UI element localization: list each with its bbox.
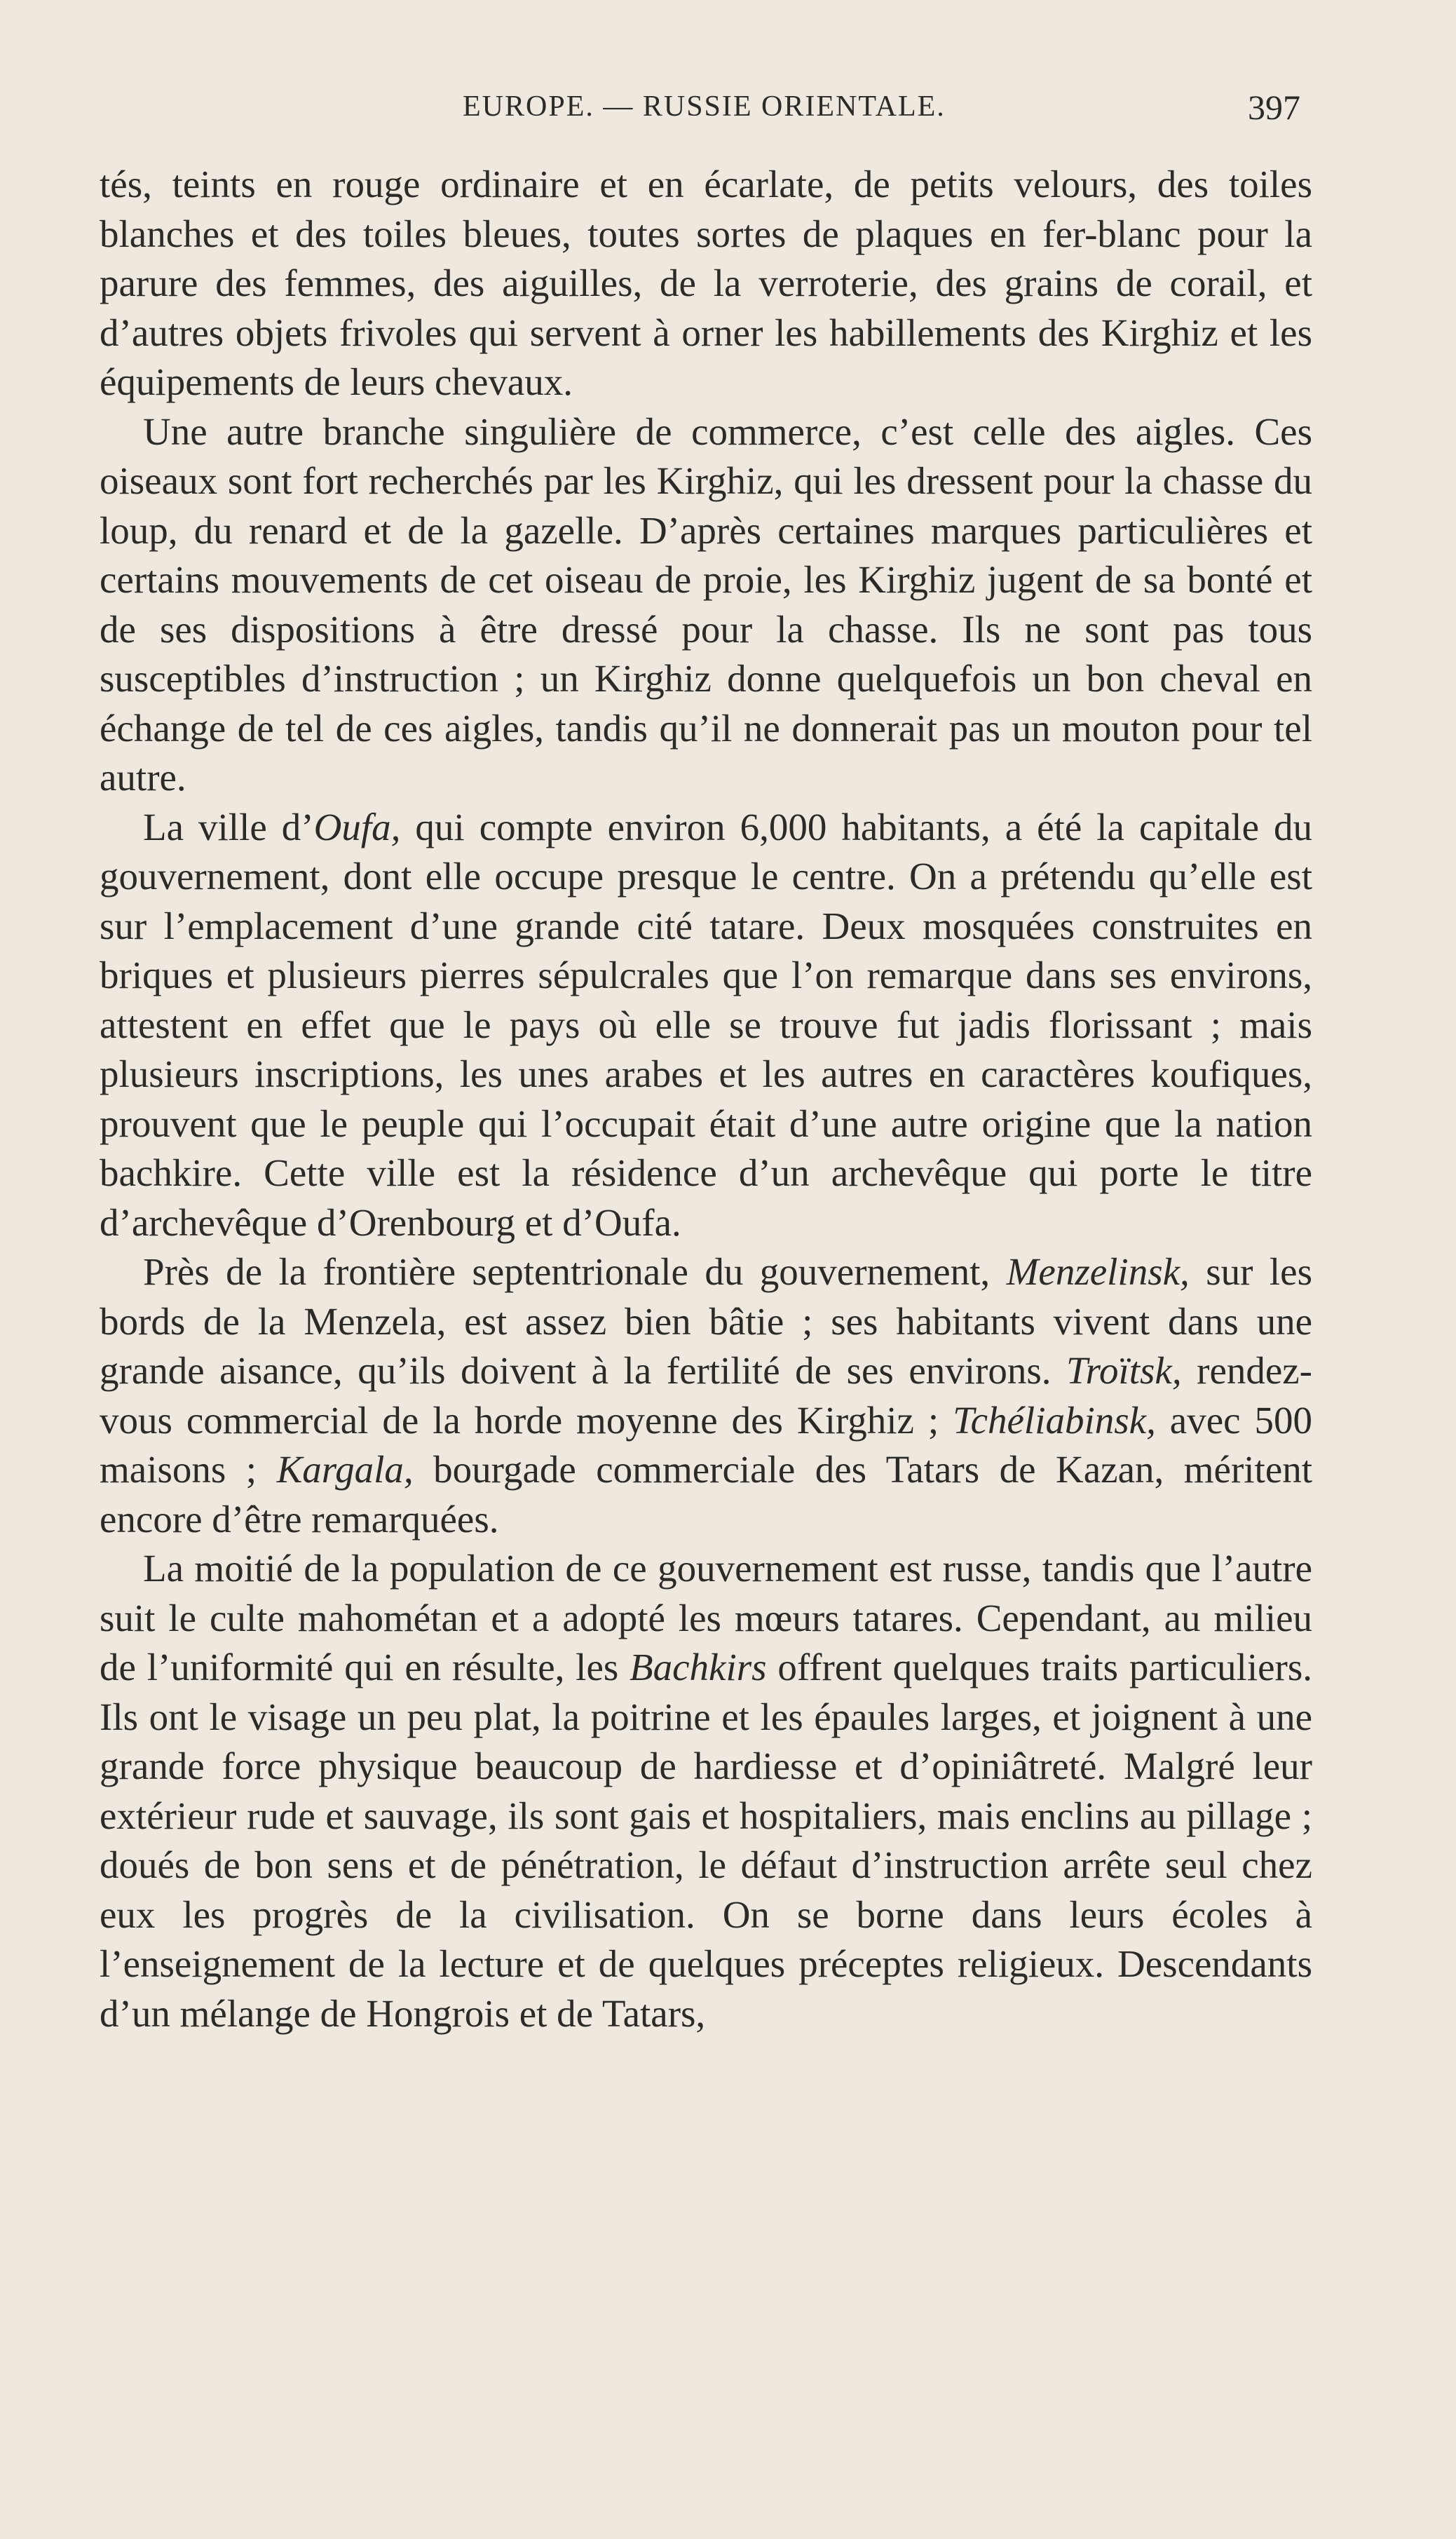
text-segment: Près de la frontière septentrionale du gouvernement, (143, 1250, 1007, 1293)
text-segment: Une autre branche singulière de commerce, c’est celle des aigles. Ces oiseaux sont fort recherchés par les Kirghiz, qui les dressent pour la chasse du loup, du renard et de la gazelle. D’après certaines marques particulières et certains mouvements de cet oiseau de proie, les Kirghiz jugent de sa bonté et de ses dispositions à être dressé pour la chasse. Ils ne sont pas tous susceptibles d’instruction ; un Kirghiz donne quelquefois un bon cheval en échange de tel de ces aigles, tandis qu’il ne donnerait pas un mouton pour tel autre. (100, 409, 1312, 799)
text-segment: tés, teints en rouge ordinaire et en écarlate, de petits velours, des toiles blanches et des toiles bleues, toutes sortes de plaques en fer-blanc pour la parure des femmes, des aiguilles, de la verroterie, des grains de corail, et d’autres objets frivoles qui servent à orner les habillements des Kirghiz et les équipements de leurs chevaux. (100, 163, 1312, 403)
running-title: EUROPE. — RUSSIE ORIENTALE. (463, 90, 946, 123)
text-segment: qui compte environ 6,000 habitants, a été la capitale du gouvernement, dont elle occupe presque le centre. On a prétendu qu’elle est sur l’emplacement d’une grande cité tatare. Deux mosquées construites en briques et plusieurs pierres sépulcrales que l’on remarque dans ses environs, attestent en effet que le pays où elle se trouve fut jadis florissant ; mais plusieurs inscriptions, les unes arabes et les autres en caractères koufiques, prouvent que le peuple qui l’occupait était d’une autre origine que la nation bachkire. Cette ville est la résidence d’un archevêque qui porte le titre d’archevêque d’Orenbourg et d’Oufa. (100, 805, 1312, 1244)
text-segment: La moitié de la population de ce gouvernement est russe, tandis que l’autre suit le culte mahométan et a adopté les mœurs tatares. Cependant, au milieu de l’uniformité qui en résulte, les (100, 1547, 1312, 1688)
text-segment: offrent quelques traits particuliers. Ils ont le visage un peu plat, la poitrine et les épaules larges, et joignent à une grande force physique beaucoup de hardiesse et d’opiniâtreté. Malgré leur extérieur rude et sauvage, ils sont gais et hospitaliers, mais enclins au pillage ; doués de bon sens et de pénétration, le défaut d’instruction arrête seul chez eux les progrès de la civilisation. On se borne dans leurs écoles à l’enseignement de la lecture et de quelques préceptes religieux. Descendants d’un mélange de Hongrois et de Tatars, (100, 1646, 1312, 2035)
text-segment: bourgade commerciale des Tatars de Kazan, méritent encore d’être remarquées. (100, 1448, 1313, 1541)
place-name: Oufa, (313, 805, 401, 848)
text-segment: rendez-vous commercial de la horde moyenne des Kirghiz ; (100, 1349, 1312, 1442)
text-segment: La ville d’ (143, 805, 314, 848)
text-segment: sur les bords de la Menzela, est assez bien bâtie ; ses habitants vivent dans une grande aisance, qu’ils doivent à la fertilité de ses environs. (100, 1250, 1312, 1392)
paragraph (100, 803, 1312, 1248)
people-name: Bachkirs (630, 1646, 767, 1688)
place-name: Menzelinsk, (1006, 1250, 1190, 1293)
paragraph (100, 407, 1312, 803)
place-name: Kargala, (276, 1448, 414, 1491)
page-number: 397 (1248, 88, 1300, 127)
paragraph (100, 1544, 1312, 2038)
text-segment: avec 500 maisons ; (100, 1398, 1312, 1491)
place-name: Tchéliabinsk, (953, 1398, 1156, 1442)
paragraph (100, 1247, 1312, 1544)
page-header (0, 90, 1456, 132)
body-text (100, 160, 1312, 2038)
paragraph (100, 160, 1312, 407)
place-name: Troïtsk, (1066, 1349, 1182, 1392)
